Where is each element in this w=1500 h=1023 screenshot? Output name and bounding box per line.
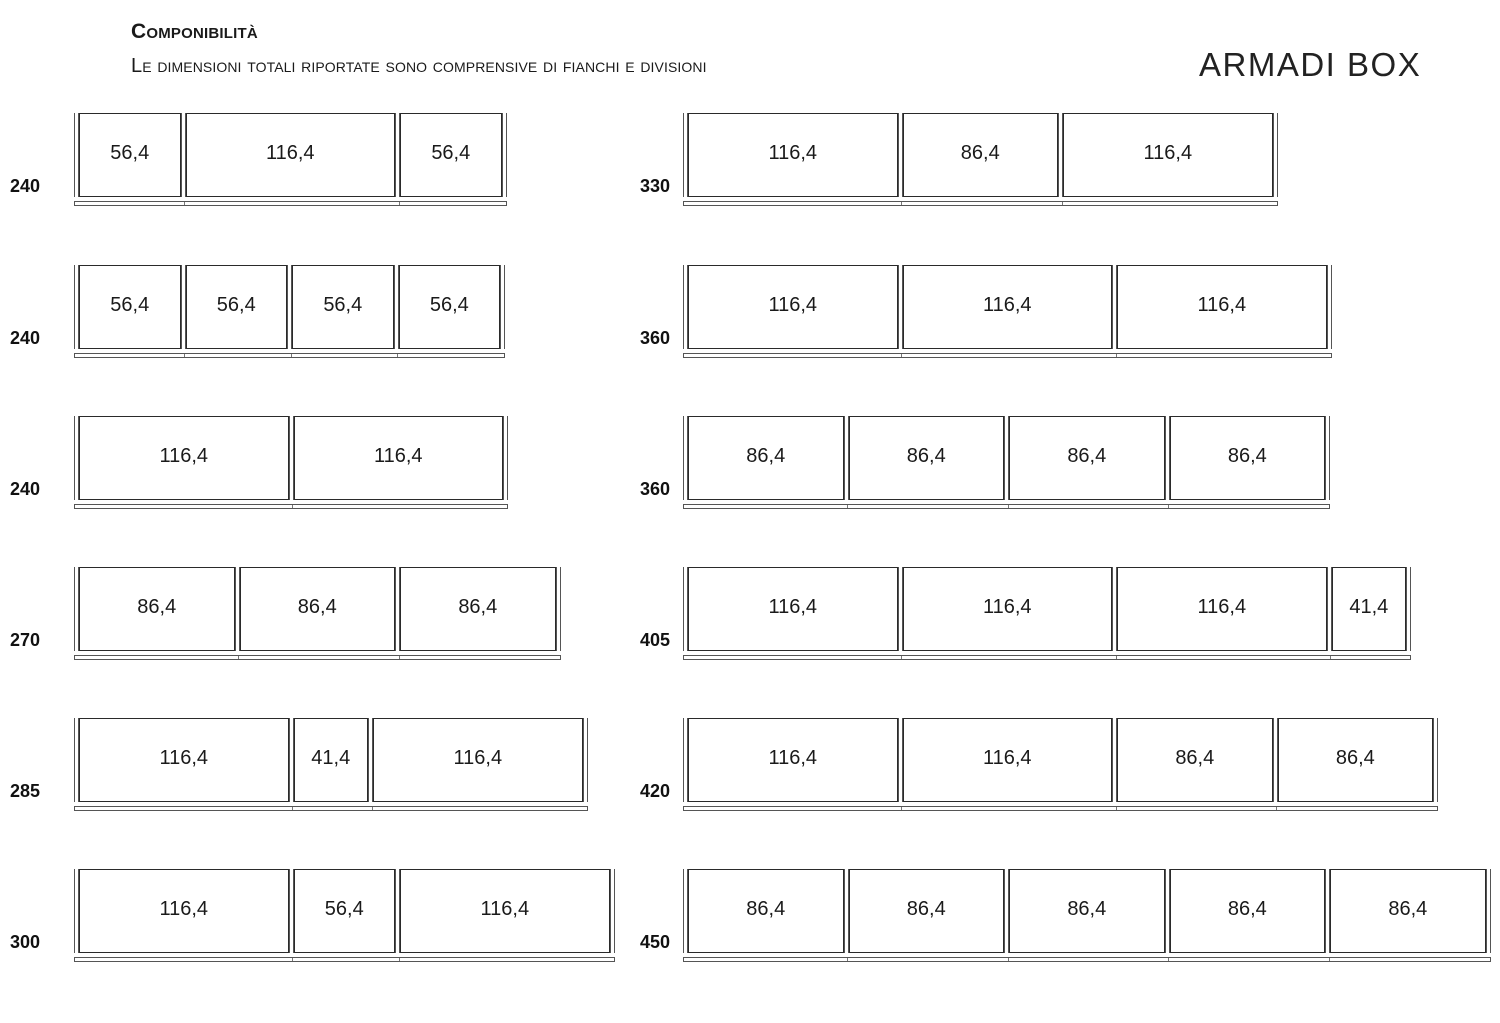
- module-width-label: 116,4: [159, 898, 209, 920]
- module-width-label: 116,4: [265, 142, 315, 164]
- module-width-label: 116,4: [982, 294, 1032, 316]
- base-joint: [901, 807, 902, 810]
- base-joint: [1008, 505, 1009, 508]
- module-width-label: 116,4: [982, 747, 1032, 769]
- module-door: [688, 869, 844, 953]
- base-joint: [184, 354, 185, 357]
- module-width-label: 116,4: [480, 898, 530, 920]
- base-joint: [292, 807, 293, 810]
- module-width-label: 86,4: [1388, 898, 1428, 920]
- module-width-label: 86,4: [1067, 898, 1107, 920]
- module-width-label: 86,4: [906, 445, 946, 467]
- base-joint: [397, 354, 398, 357]
- total-width-label: 240: [10, 328, 41, 348]
- base-joint: [1116, 656, 1117, 659]
- total-width-label: 330: [640, 176, 671, 196]
- cabinet-base: [74, 201, 507, 206]
- cabinet-side: [1273, 113, 1278, 197]
- module-door: [1330, 869, 1486, 953]
- brand-title: ARMADI BOX: [1199, 46, 1422, 83]
- base-joint: [901, 354, 902, 357]
- page-subtitle: Le dimensioni totali riportate sono comprensive di fianchi e divisioni: [131, 55, 707, 77]
- module-width-label: 41,4: [1349, 596, 1389, 618]
- module-door: [373, 718, 583, 802]
- total-width-label: 360: [640, 479, 671, 499]
- cabinet-side: [610, 869, 615, 953]
- base-joint: [292, 958, 293, 961]
- module-door: [292, 265, 394, 349]
- module-width-label: 86,4: [1227, 445, 1267, 467]
- module-door: [79, 718, 289, 802]
- base-joint: [291, 354, 292, 357]
- cabinet-base: [683, 957, 1491, 962]
- module-door: [903, 718, 1113, 802]
- module-width-label: 116,4: [373, 445, 423, 467]
- module-door: [1063, 113, 1273, 197]
- base-joint: [1062, 202, 1063, 205]
- module-width-label: 116,4: [768, 142, 818, 164]
- base-joint: [184, 202, 185, 205]
- cabinet-base: [683, 353, 1332, 358]
- module-door: [1332, 567, 1407, 651]
- base-joint: [238, 656, 239, 659]
- module-door: [1117, 265, 1327, 349]
- module-width-label: 86,4: [1335, 747, 1375, 769]
- module-door: [688, 265, 898, 349]
- cabinet-side: [502, 113, 507, 197]
- page-title: Componibilità: [131, 20, 258, 43]
- base-joint: [847, 958, 848, 961]
- total-width-label: 285: [10, 781, 41, 801]
- module-width-label: 86,4: [137, 596, 177, 618]
- cabinet-side: [1433, 718, 1438, 802]
- module-door: [186, 265, 288, 349]
- module-door: [903, 265, 1113, 349]
- module-width-label: 86,4: [906, 898, 946, 920]
- cabinet-base: [683, 504, 1330, 509]
- cabinet-side: [1406, 567, 1411, 651]
- module-door: [1009, 869, 1165, 953]
- module-width-label: 116,4: [1197, 596, 1247, 618]
- module-door: [294, 869, 396, 953]
- module-width-label: 86,4: [297, 596, 337, 618]
- base-joint: [1329, 958, 1330, 961]
- total-width-label: 300: [10, 932, 41, 952]
- cabinet-base: [74, 957, 615, 962]
- module-door: [294, 416, 504, 500]
- module-width-label: 116,4: [768, 294, 818, 316]
- cabinet-base: [74, 806, 588, 811]
- module-width-label: 86,4: [458, 596, 498, 618]
- base-joint: [901, 656, 902, 659]
- module-door: [903, 567, 1113, 651]
- total-width-label: 240: [10, 176, 41, 196]
- module-door: [903, 113, 1059, 197]
- module-door: [79, 416, 289, 500]
- cabinet-base: [74, 504, 508, 509]
- module-width-label: 86,4: [746, 898, 786, 920]
- cabinet-side: [500, 265, 505, 349]
- module-door: [1278, 718, 1434, 802]
- base-joint: [292, 505, 293, 508]
- module-width-label: 56,4: [216, 294, 256, 316]
- base-joint: [1116, 807, 1117, 810]
- module-door: [849, 416, 1005, 500]
- base-joint: [399, 656, 400, 659]
- module-door: [1009, 416, 1165, 500]
- module-door: [294, 718, 369, 802]
- base-joint: [1276, 807, 1277, 810]
- module-door: [400, 567, 556, 651]
- module-width-label: 116,4: [982, 596, 1032, 618]
- module-width-label: 116,4: [1143, 142, 1193, 164]
- module-width-label: 41,4: [311, 747, 351, 769]
- module-width-label: 116,4: [159, 445, 209, 467]
- module-door: [849, 869, 1005, 953]
- module-width-label: 56,4: [110, 294, 150, 316]
- base-joint: [1330, 656, 1331, 659]
- module-door: [688, 416, 844, 500]
- cabinet-base: [74, 655, 561, 660]
- module-width-label: 56,4: [324, 898, 364, 920]
- total-width-label: 420: [640, 781, 671, 801]
- base-joint: [847, 505, 848, 508]
- module-door: [1170, 416, 1326, 500]
- module-door: [399, 265, 501, 349]
- base-joint: [901, 202, 902, 205]
- module-door: [79, 113, 181, 197]
- cabinet-side: [556, 567, 561, 651]
- cabinet-base: [683, 655, 1411, 660]
- total-width-label: 240: [10, 479, 41, 499]
- module-door: [400, 869, 610, 953]
- module-door: [79, 869, 289, 953]
- base-joint: [399, 202, 400, 205]
- cabinet-base: [683, 806, 1438, 811]
- module-width-label: 116,4: [1197, 294, 1247, 316]
- module-door: [186, 113, 396, 197]
- module-door: [79, 265, 181, 349]
- module-width-label: 86,4: [1067, 445, 1107, 467]
- module-door: [400, 113, 502, 197]
- total-width-label: 270: [10, 630, 41, 650]
- base-joint: [1116, 354, 1117, 357]
- module-door: [79, 567, 235, 651]
- module-width-label: 86,4: [746, 445, 786, 467]
- total-width-label: 405: [640, 630, 671, 650]
- total-width-label: 450: [640, 932, 671, 952]
- cabinet-side: [583, 718, 588, 802]
- cabinet-base: [683, 201, 1278, 206]
- cabinet-side: [1486, 869, 1491, 953]
- base-joint: [1008, 958, 1009, 961]
- cabinet-base: [74, 353, 505, 358]
- module-door: [688, 113, 898, 197]
- module-door: [688, 718, 898, 802]
- base-joint: [372, 807, 373, 810]
- module-width-label: 56,4: [431, 142, 471, 164]
- base-joint: [1168, 505, 1169, 508]
- base-joint: [1168, 958, 1169, 961]
- module-width-label: 86,4: [1175, 747, 1215, 769]
- module-door: [240, 567, 396, 651]
- module-door: [1170, 869, 1326, 953]
- module-width-label: 116,4: [453, 747, 503, 769]
- module-door: [1117, 567, 1327, 651]
- base-joint: [399, 958, 400, 961]
- module-width-label: 116,4: [768, 596, 818, 618]
- module-width-label: 56,4: [110, 142, 150, 164]
- cabinet-side: [1325, 416, 1330, 500]
- total-width-label: 360: [640, 328, 671, 348]
- cabinet-side: [1327, 265, 1332, 349]
- module-width-label: 116,4: [768, 747, 818, 769]
- module-width-label: 56,4: [429, 294, 469, 316]
- module-width-label: 86,4: [1227, 898, 1267, 920]
- module-width-label: 56,4: [323, 294, 363, 316]
- module-door: [1117, 718, 1273, 802]
- module-width-label: 86,4: [960, 142, 1000, 164]
- cabinet-side: [503, 416, 508, 500]
- module-width-label: 116,4: [159, 747, 209, 769]
- module-door: [688, 567, 898, 651]
